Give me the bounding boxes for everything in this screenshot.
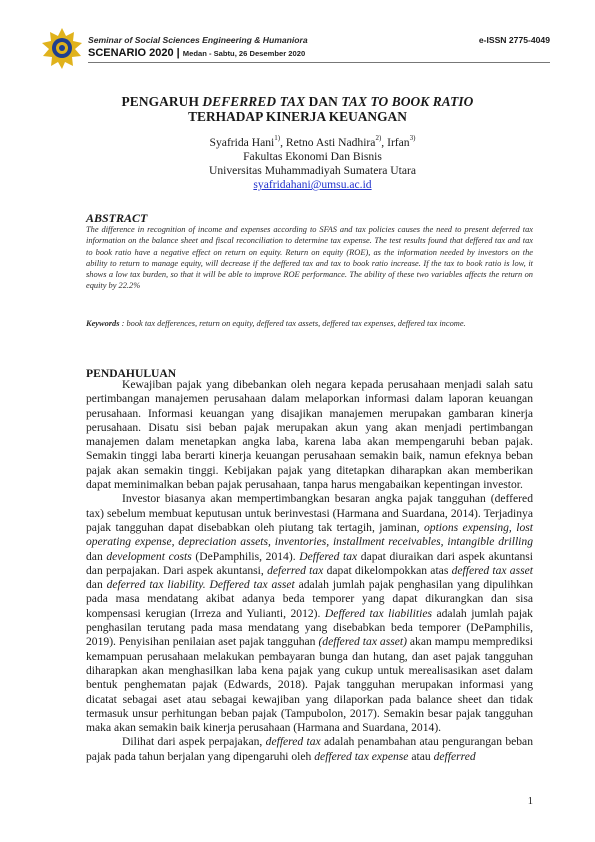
- section-heading: PENDAHULUAN: [86, 367, 177, 380]
- abstract-heading: ABSTRACT: [86, 211, 148, 225]
- header-separator: |: [176, 47, 180, 59]
- paper-title-line1: PENGARUH DEFERRED TAX DAN TAX TO BOOK RATIO: [121, 94, 474, 109]
- paper-title-line2: TERHADAP KINERJA KEUANGAN: [188, 109, 407, 124]
- university-name: Universitas Muhammadiyah Sumatera Utara: [208, 164, 417, 177]
- body-text: [86, 378, 533, 764]
- paragraph-3: Dilihat dari aspek perpajakan, deffered tax adalah penambahan atau pengurangan beban pajak pada tahun berjalan yang dipengaruhi oleh deffered tax expense atau defferred: [86, 735, 534, 763]
- paragraph-2: Investor biasanya akan mempertimbangkan besaran angka pajak tangguhan (deffered tax) sebelum membuat keputusan untuk berinvestasi (Harmana and Suardana, 2014). Terjadinya pajak tangguhan dapat disebabkan oleh piutang tak tertagih, jaminan, options expensing, lost operating expense, depreciation assets, inventories, installment receivables, intangible drilling dan development costs (DePamphilis, 2014). Deffered tax dapat diuraikan dari aspek akuntansi dan perpajakan. Dari aspek akuntansi, deferred tax dapat dikelompokkan atas deffered tax asset dan deferred tax liability. Deffered tax asset adalah jumlah pajak penghasilan yang dipulihkan pada masa mendatang akibat adanya beda temporer yang dapat dikurangkan dan sisa kompensasi kerugian (Irreza and Yulianti, 2012). Deffered tax liabilities adalah jumlah pajak penghasilan terutang pada masa mendatang yang disebabkan beda temporer (DePamphilis, 2019). Penyisihan penilaian aset pajak tangguhan (deffered tax asset) akan mampu memprediksi kemampuan perusahaan melakukan pembayaran bunga dan hutang, dan aset pajak tangguhan diharapkan akan menghasilkan laba kena pajak yang cukup untuk merealisasikan aset dalam bentuk penghematan pajak (Edwards, 2018). Pajak tangguhan merupakan informasi yang dicatat sebagai aset atau sebagai kewajiban yang dilaporkan pada balance sheet dan tidak termasuk unsur perhitungan beban pajak (Tampubolon, 2017). Semakin besar pajak tangguhan maka akan semakin baik kinerja perusahaan (Harmana and Suardana, 2014).: [86, 492, 534, 735]
- keywords: [86, 318, 533, 329]
- issn-number: e-ISSN 2775-4049: [478, 35, 550, 45]
- keywords-label: Keywords: [86, 319, 120, 328]
- email-link[interactable]: syafridahani@umsu.ac.id: [253, 178, 372, 191]
- conference-short-name: SCENARIO 2020: [88, 47, 174, 59]
- conference-line: [88, 47, 305, 59]
- page-number: 1: [527, 796, 533, 807]
- keywords-list: : book tax defferences, return on equity, deffered tax assets, deffered tax expenses, deffered tax income.: [119, 319, 466, 328]
- abstract-body: The difference in recognition of income and expenses according to SFAS and tax policies causes the need to present deferred tax information on the balance sheet and fiscal reconciliation to determine tax expense. The test results found that deffered tax and tax to book ratio have a negative effect on return on equity. Return on equity (ROE), as the information needed by investors on the ability to return to manage equity, will decrease if the deffered tax and tax to book ratio increase. If the tax to book ratio is low, it shows a low tax burden, so that it will be able to improve ROE performance. The ability of these two variables affects the return on equity by 22.2%: [86, 225, 533, 291]
- conference-seal-icon: [41, 27, 83, 69]
- faculty-name: Fakultas Ekonomi Dan Bisnis: [243, 150, 382, 163]
- conference-date: Medan - Sabtu, 26 Desember 2020: [182, 49, 306, 58]
- paragraph-1: Kewajiban pajak yang dibebankan oleh negara kepada perusahaan menjadi salah satu pertimbangan manajemen perusahaan dalam melaporkan informasi dalam laporan keuangan perusahaan. Informasi keuangan yang disajikan manajemen merupakan gambaran kinerja perusahaan. Disatu sisi beban pajak merupakan akun yang akan menjadi pertimbangan manajemen dalam menetapkan angka laba, karena laba akan mempengaruhi beban pajak. Semakin tinggi laba berarti kinerja keuangan perusahaan semakin baik, namun efeknya beban pajak akan semakin tinggi. Kebijakan pajak yang ditetapkan diharapkan akan memberikan dapat meminimalkan beban pajak perusahaan, tanpa harus mengabaikan kepentingan investor.: [86, 378, 533, 492]
- author-list: Syafrida Hani$^{1)}$, Retno Asti Nadhira$^{2)}$, Irfan$^{3)}$: [209, 134, 416, 149]
- author-email: [0, 178, 595, 191]
- conference-name: Seminar of Social Sciences Engineering & Humaniora: [88, 35, 308, 45]
- header-divider: [88, 62, 550, 63]
